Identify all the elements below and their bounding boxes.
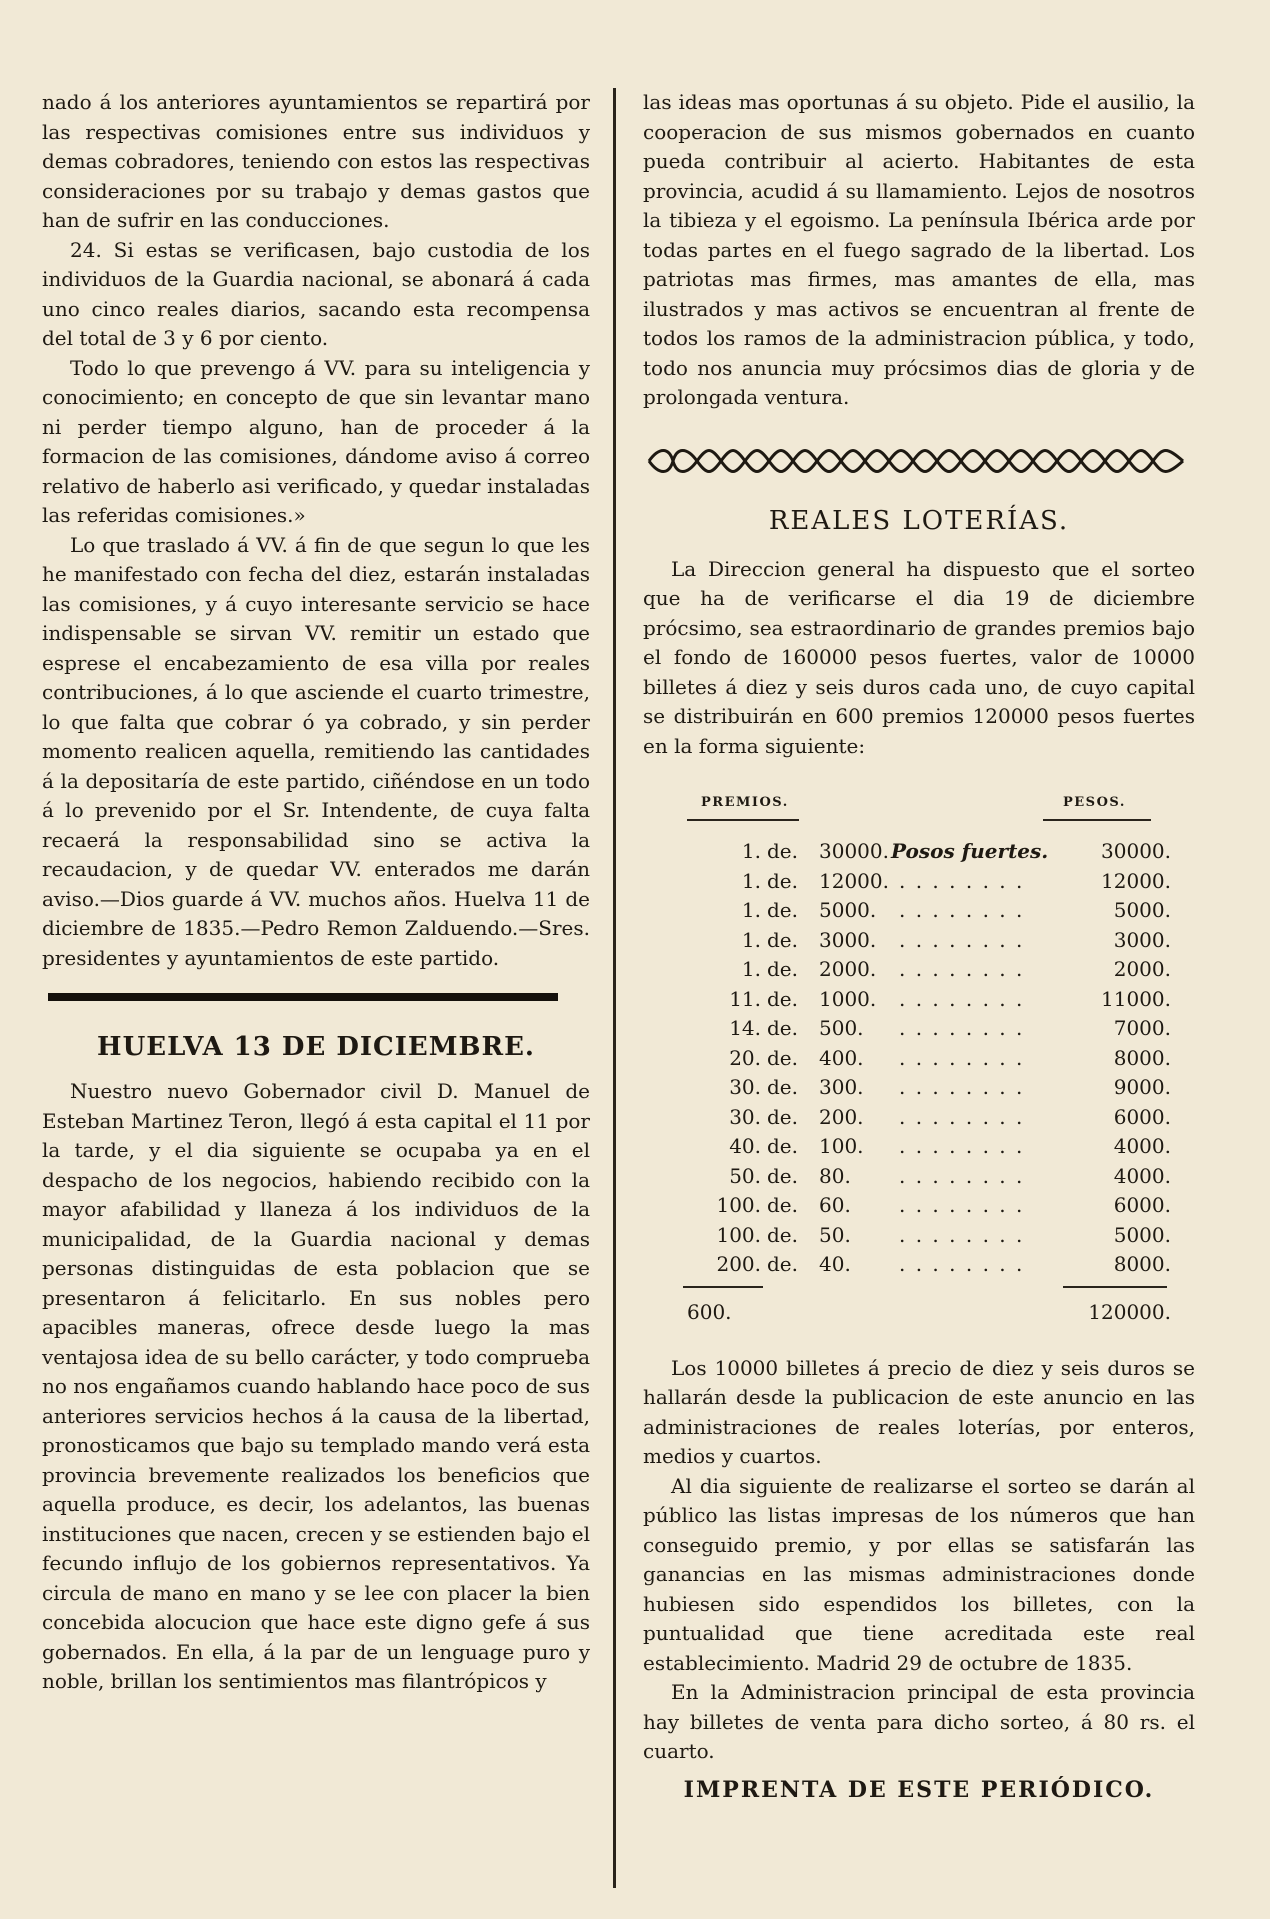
prize-value: 200. — [819, 1104, 864, 1129]
prize-row — [643, 1191, 1195, 1221]
total-rule-left — [683, 1286, 763, 1288]
prize-value: 5000. — [819, 898, 877, 922]
premios-underline — [687, 819, 799, 821]
ornamental-border — [643, 441, 1195, 481]
right-paragraph-5: En la Administracion principal de esta provincia hay billetes de venta para dicho sorteo, á 80 rs. el cuarto. — [643, 1680, 1195, 1763]
prize-row — [643, 1014, 1195, 1044]
pesos-header: PESOS. — [1063, 795, 1126, 810]
right-column — [643, 88, 1195, 1803]
prize-value: 500. — [819, 1016, 864, 1040]
prize-count: 11. — [729, 986, 761, 1011]
leader-dots: . . . . . . . . — [899, 1134, 1025, 1158]
prize-total: 8000. — [1113, 1252, 1171, 1276]
total-rules — [643, 1280, 1195, 1294]
leader-dots: . . . . . . . . — [899, 986, 1025, 1011]
leader-dots: . . . . . . . . — [899, 1222, 1025, 1247]
prize-de: de. — [767, 1045, 798, 1070]
right-paragraph-3: Los 10000 billetes á precio de diez y seis duros se hallarán desde la publicacion de este anuncio en las administraciones de reales loterías, por enteros, medios y cuartos. — [643, 1355, 1195, 1468]
premios-header: PREMIOS. — [701, 795, 789, 810]
prize-count: 30. — [729, 1104, 761, 1129]
prize-total-row — [643, 1294, 1195, 1334]
prize-count: 20. — [729, 1045, 761, 1070]
leader-dots: . . . . . . . . — [899, 927, 1025, 952]
prize-de: de. — [767, 927, 798, 952]
left-paragraph-5: Nuestro nuevo Gobernador civil D. Manuel de Esteban Martinez Teron, llegó á esta capital el 11 por la tarde, y el dia siguiente se ocupaba ya en el despacho de los negocios, habiendo recibido con la mayor afabilidad y llaneza á los individuos de la municipalidad, de la Guardia nacional y demas personas distinguidas de esta poblacion que se presentaron á felicitarlo. En sus nobles pero apacibles maneras, ofrece desde luego la mas ventajosa idea de su bello carácter, y todo comprueba no nos engañamos cuando hablando hace poco de sus anteriores servicios hechos á la causa de la libertad, pronosticamos que bajo su templado mando verá esta provincia brevemente realizados los beneficios que aquella produce, es decir, los adelantos, las buenas instituciones que nacen, crecen y se estienden bajo el fecundo influjo de los gobiernos representativos. Ya circula de mano en mano y se lee con placer la bien concebida alocucion que hace este digno gefe á sus gobernados. En ella, á la par de un lenguage puro y noble, brillan los sentimientos mas filantrópicos y — [42, 1079, 590, 1693]
prize-de: de. — [767, 986, 798, 1011]
prize-de: de. — [767, 1134, 798, 1158]
leader-dots: . . . . . . . . — [899, 1045, 1025, 1070]
prize-value: 100. — [819, 1134, 864, 1158]
leader-dots: . . . . . . . . — [899, 1252, 1025, 1276]
prize-de: de. — [767, 1075, 798, 1099]
prize-total: 30000. — [1101, 839, 1171, 863]
prize-row — [643, 1250, 1195, 1280]
prize-de: de. — [767, 1163, 798, 1188]
prize-value: 30000. — [819, 839, 889, 863]
loterias-heading: REALES LOTERÍAS. — [768, 505, 1070, 536]
prize-row — [643, 1221, 1195, 1251]
prize-value: 400. — [819, 1045, 864, 1070]
prize-unit: Posos fuertes. — [891, 839, 1049, 863]
pesos-underline — [1043, 819, 1151, 821]
prize-de: de. — [767, 1222, 798, 1247]
left-paragraph-1: nado á los anteriores ayuntamientos se repartirá por las respectivas comisiones entre sus individuos y demas cobradores, teniendo con estos las respectivas consideraciones por su trabajo y demas gastos que han de sufrir en las conducciones. — [42, 90, 590, 232]
prize-row — [643, 896, 1195, 926]
prize-total: 7000. — [1113, 1016, 1171, 1040]
right-paragraph-2: La Direccion general ha dispuesto que el sorteo que ha de verificarse el dia 19 de diciembre prócsimo, sea estraordinario de grandes premios bajo el fondo de 160000 pesos fuertes, valor de 10000 billetes á diez y seis duros cada uno, de cuyo capital se distribuirán en 600 premios 120000 pesos fuertes en la forma siguiente: — [643, 556, 1195, 758]
prize-total: 2000. — [1113, 957, 1171, 981]
prize-total: 4000. — [1113, 1134, 1171, 1158]
prize-total: 3000. — [1113, 927, 1171, 952]
left-paragraph-3: Todo lo que prevengo á VV. para su inteligencia y conocimiento; en concepto de que sin levantar mano ni perder tiempo alguno, han de proceder á la formacion de las comisiones, dándome aviso á correo relativo de haberlo asi verificado, y quedar instaladas las referidas comisiones.» — [42, 355, 590, 527]
leader-dots: . . . . . . . . — [899, 1016, 1025, 1040]
prize-total: 6000. — [1113, 1193, 1171, 1217]
prize-table-header — [643, 791, 1195, 837]
prize-row — [643, 867, 1195, 897]
prize-value: 2000. — [819, 957, 877, 981]
leader-dots: . . . . . . . . — [899, 1163, 1025, 1188]
prize-value: 50. — [819, 1222, 851, 1247]
prize-row — [643, 1073, 1195, 1103]
prize-row — [643, 1103, 1195, 1133]
spacer — [643, 1334, 1195, 1354]
left-paragraph-4: Lo que traslado á VV. á fin de que segun lo que les he manifestado con fecha del diez, estarán instaladas las comisiones, y á cuyo interesante servicio se hace indispensable se sirvan VV. remitir un estado que esprese el encabezamiento de esa villa por reales contribuciones, á lo que asciende el cuarto trimestre, lo que falta que cobrar ó ya cobrado, y sin perder momento realicen aquella, remitiendo las cantidades á la depositaría de este partido, ciñéndose en un todo á lo prevenido por el Sr. Intendente, de cuya falta recaerá la responsabilidad sino se activa la recaudacion, y de quedar VV. enterados me darán aviso.—Dios guarde á VV. muchos años. Huelva 11 de diciembre de 1835.—Pedro Remon Zalduendo.—Sres. presidentes y ayuntamientos de este partido. — [42, 532, 590, 970]
right-paragraph-4: Al dia siguiente de realizarse el sorteo se darán al público las listas impresas de los números que han conseguido premio, y por ellas se satisfarán las ganancias en las mismas administraciones donde hubiesen sido espendidos los billetes, con la puntualidad que tiene acreditada este real establecimiento. Madrid 29 de octubre de 1835. — [643, 1473, 1195, 1675]
prize-de: de. — [767, 1252, 798, 1276]
prize-count: 40. — [729, 1134, 761, 1158]
prize-total: 11000. — [1101, 986, 1171, 1011]
prize-de: de. — [767, 1104, 798, 1129]
prize-row — [643, 926, 1195, 956]
leader-dots: . . . . . . . . — [899, 1104, 1025, 1129]
left-paragraph-2: 24. Si estas se verificasen, bajo custodia de los individuos de la Guardia nacional, se abonará á cada uno cinco reales diarios, sacando esta recompensa del total de 3 y 6 por ciento. — [42, 237, 590, 350]
prize-de: de. — [767, 957, 798, 981]
column-divider — [613, 88, 616, 1888]
prize-table — [643, 837, 1195, 1280]
prize-count: 30. — [729, 1075, 761, 1099]
total-pesos: 120000. — [1088, 1299, 1171, 1324]
prize-count: 100. — [716, 1222, 761, 1247]
prize-count: 100. — [716, 1193, 761, 1217]
leader-dots: . . . . . . . . — [899, 898, 1025, 922]
prize-value: 60. — [819, 1193, 851, 1217]
printer-footer: IMPRENTA DE ESTE PERIÓDICO. — [683, 1776, 1155, 1803]
prize-value: 12000. — [819, 868, 889, 893]
prize-total: 8000. — [1113, 1045, 1171, 1070]
prize-de: de. — [767, 1193, 798, 1217]
prize-value: 1000. — [819, 986, 877, 1011]
prize-row — [643, 1044, 1195, 1074]
leader-dots: . . . . . . . . — [899, 1075, 1025, 1099]
prize-count: 1. — [741, 957, 761, 981]
section-divider — [48, 993, 558, 1001]
prize-row — [643, 837, 1195, 867]
prize-row — [643, 985, 1195, 1015]
prize-row — [643, 955, 1195, 985]
prize-count: 14. — [729, 1016, 761, 1040]
prize-value: 300. — [819, 1075, 864, 1099]
prize-count: 1. — [741, 927, 761, 952]
prize-count: 1. — [741, 868, 761, 893]
prize-total: 6000. — [1113, 1104, 1171, 1129]
prize-de: de. — [767, 898, 798, 922]
prize-value: 80. — [819, 1163, 851, 1188]
prize-count: 1. — [741, 839, 761, 863]
prize-row — [643, 1132, 1195, 1162]
prize-count: 200. — [716, 1252, 761, 1276]
prize-value: 3000. — [819, 927, 877, 952]
prize-de: de. — [767, 868, 798, 893]
prize-total: 4000. — [1113, 1163, 1171, 1188]
prize-de: de. — [767, 1016, 798, 1040]
prize-row — [643, 1162, 1195, 1192]
right-paragraph-1: las ideas mas oportunas á su objeto. Pide el ausilio, la cooperacion de sus mismos gobernados en cuanto pueda contribuir al acierto. Habitantes de esta provincia, acudid á su llamamiento. Lejos de nosotros la tibieza y el egoismo. La península Ibérica arde por todas partes en el fuego sagrado de la libertad. Los patriotas mas firmes, mas amantes de ella, mas ilustrados y mas activos se encuentran al frente de todos los ramos de la administracion pública, y todo, todo nos anuncia muy prócsimos dias de gloria y de prolongada ventura. — [643, 90, 1195, 409]
leader-dots: . . . . . . . . — [899, 1193, 1025, 1217]
prize-total: 9000. — [1113, 1075, 1171, 1099]
prize-count: 50. — [729, 1163, 761, 1188]
prize-de: de. — [767, 839, 798, 863]
left-column — [42, 88, 590, 1697]
prize-total: 12000. — [1101, 868, 1171, 893]
prize-total: 5000. — [1113, 1222, 1171, 1247]
total-rule-right — [1063, 1286, 1167, 1288]
huelva-heading: HUELVA 13 DE DICIEMBRE. — [97, 1032, 535, 1062]
leader-dots: . . . . . . . . — [899, 957, 1025, 981]
prize-value: 40. — [819, 1252, 851, 1276]
prize-count: 1. — [741, 898, 761, 922]
total-prizes: 600. — [687, 1299, 732, 1324]
leader-dots: . . . . . . . . — [899, 868, 1025, 893]
prize-total: 5000. — [1113, 898, 1171, 922]
